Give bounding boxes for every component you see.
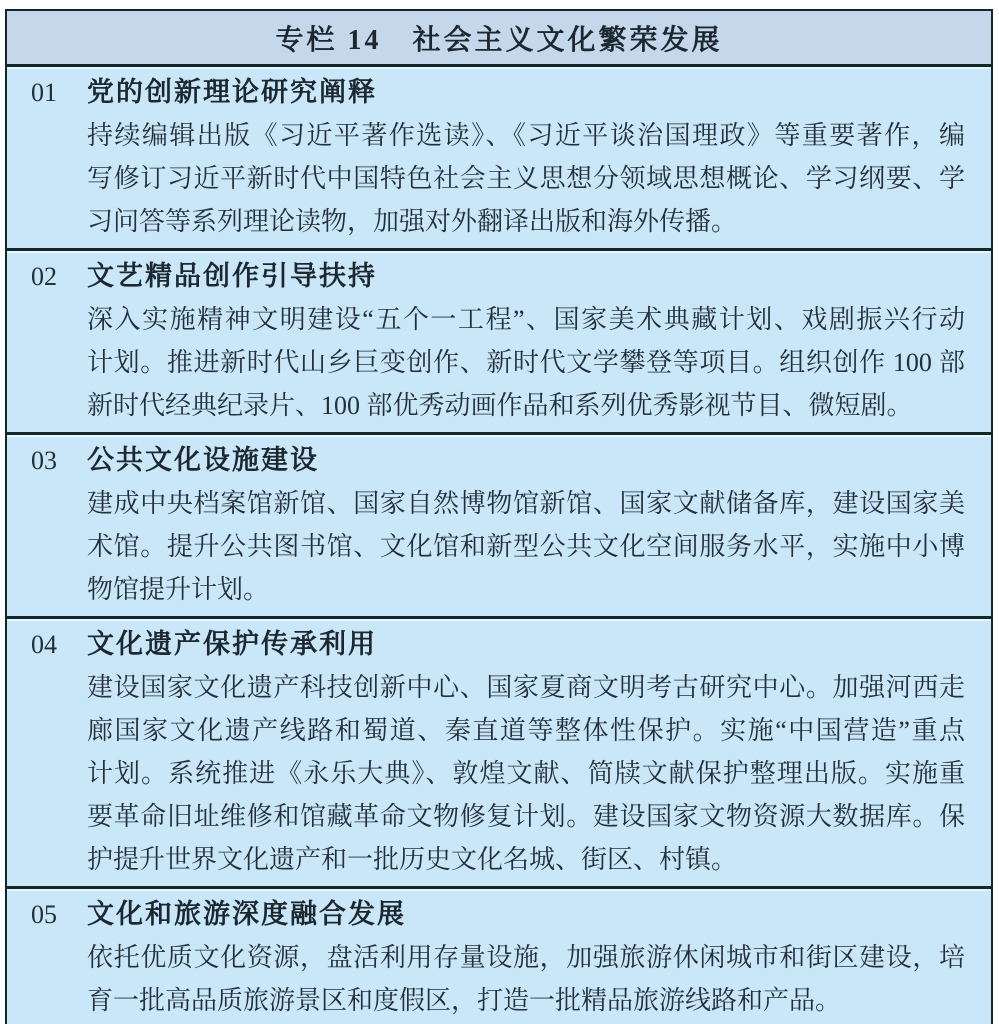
- body-line: 计划。系统推进《永乐大典》、敦煌文献、简牍文献保护整理出版。实施重: [87, 759, 965, 788]
- body-line: 护提升世界文化遗产和一批历史文化名城、街区、村镇。: [87, 845, 738, 874]
- section-title: 文化和旅游深度融合发展: [87, 899, 406, 929]
- body-line: 依托优质文化资源，盘活利用存量设施，加强旅游休闲城市和街区建设，培: [87, 943, 965, 972]
- section-title: 党的创新理论研究阐释: [87, 77, 377, 107]
- section-05: [7, 886, 991, 1024]
- section-number: 04: [31, 630, 57, 659]
- body-line: 计划。推进新时代山乡巨变创作、新时代文学攀登等项目。组织创作 100 部: [87, 348, 965, 377]
- section-02-title-row: [31, 255, 965, 298]
- body-line: 廊国家文化遗产线路和蜀道、秦直道等整体性保护。实施“中国营造”重点: [87, 716, 965, 745]
- body-line: 习问答等系列理论读物，加强对外翻译出版和海外传播。: [87, 207, 738, 236]
- body-line: 持续编辑出版《习近平著作选读》、《习近平谈治国理政》等重要著作，编: [87, 121, 965, 150]
- body-line: 建成中央档案馆新馆、国家自然博物馆新馆、国家文献储备库，建设国家美: [87, 489, 965, 518]
- section-number: 05: [31, 900, 57, 929]
- section-number: 02: [31, 262, 57, 291]
- section-03: [7, 432, 991, 616]
- section-01-title-row: [31, 71, 965, 114]
- body-line: 术馆。提升公共图书馆、文化馆和新型公共文化空间服务水平，实施中小博: [87, 532, 965, 561]
- section-title: 文化遗产保护传承利用: [87, 629, 377, 659]
- body-line: 物馆提升计划。: [87, 575, 270, 604]
- section-03-title-row: [31, 439, 965, 482]
- section-02: [7, 248, 991, 432]
- section-title: 文艺精品创作引导扶持: [87, 261, 377, 291]
- section-05-title-row: [31, 893, 965, 936]
- body-line: 新时代经典纪录片、100 部优秀动画作品和系列优秀影视节目、微短剧。: [87, 391, 913, 420]
- panel-header: [7, 11, 991, 64]
- section-04-body: [87, 666, 965, 881]
- column-box: [5, 9, 993, 1024]
- section-number: 03: [31, 446, 57, 475]
- body-line: 深入实施精神文明建设“五个一工程”、国家美术典藏计划、戏剧振兴行动: [87, 305, 965, 334]
- section-01: [7, 64, 991, 248]
- body-line: 要革命旧址维修和馆藏革命文物修复计划。建设国家文物资源大数据库。保: [87, 802, 965, 831]
- section-title: 公共文化设施建设: [87, 445, 319, 475]
- body-line: 写修订习近平新时代中国特色社会主义思想分领域思想概论、学习纲要、学: [87, 164, 965, 193]
- section-01-body: [87, 114, 965, 243]
- panel-title: 专栏 14 社会主义文化繁荣发展: [275, 24, 723, 56]
- body-line: 建设国家文化遗产科技创新中心、国家夏商文明考古研究中心。加强河西走: [87, 673, 965, 702]
- section-04: [7, 616, 991, 886]
- section-05-body: [87, 936, 965, 1022]
- section-04-title-row: [31, 623, 965, 666]
- section-02-body: [87, 298, 965, 427]
- section-03-body: [87, 482, 965, 611]
- section-number: 01: [31, 78, 57, 107]
- body-line: 育一批高品质旅游景区和度假区，打造一批精品旅游线路和产品。: [87, 986, 842, 1015]
